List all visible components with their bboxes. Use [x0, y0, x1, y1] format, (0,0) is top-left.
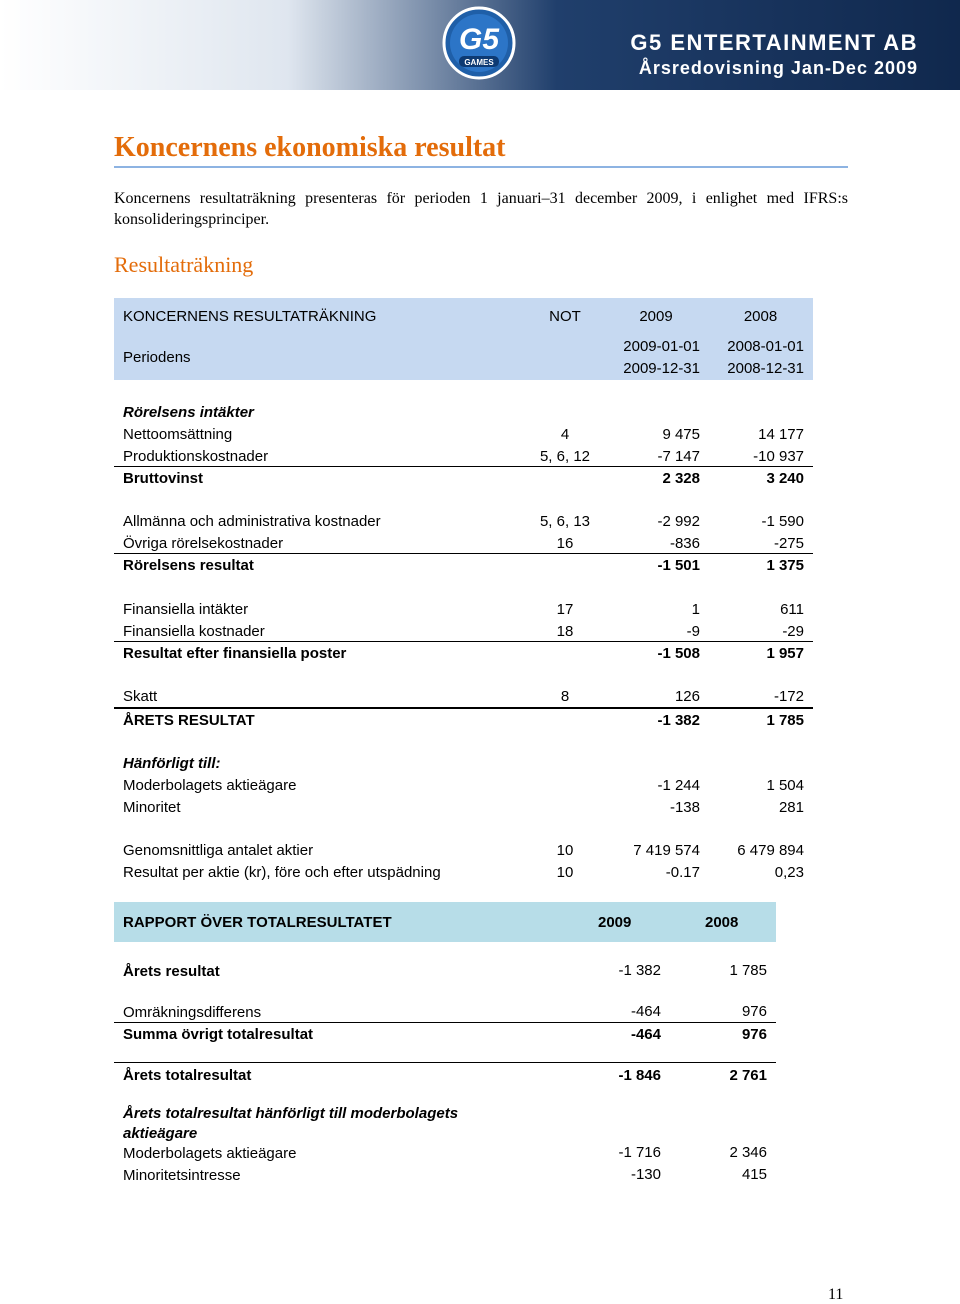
row-value-2009: -1 501	[657, 557, 700, 574]
row-value-2009: -1 382	[657, 712, 700, 729]
row-note: 4	[560, 426, 570, 443]
row-label: Rörelsens resultat	[123, 557, 254, 574]
row-label: Minoritetsintresse	[123, 1167, 241, 1184]
row-label: ÅRETS RESULTAT	[123, 712, 255, 729]
row-label: Nettoomsättning	[123, 426, 233, 443]
row-label: Finansiella intäkter	[123, 601, 249, 618]
divider-thick	[114, 707, 813, 709]
row-value-2008: 3 240	[766, 470, 804, 487]
row-note: 18	[556, 623, 574, 640]
company-name: G5 ENTERTAINMENT AB	[630, 30, 918, 55]
row-note: 16	[556, 535, 574, 552]
row-label: Resultat per aktie (kr), före och efter utspädning	[123, 864, 441, 881]
row-label: Summa övrigt totalresultat	[123, 1026, 314, 1043]
row-value-2009: 2 328	[662, 470, 700, 487]
row-value-2008: 415	[741, 1166, 767, 1183]
row-label: Allmänna och administrativa kostnader	[123, 513, 381, 530]
row-label: Genomsnittliga antalet aktier	[123, 842, 314, 859]
row-value-2008: 976	[741, 1003, 767, 1020]
row-value-2009: -138	[669, 799, 700, 816]
row-label: Omräkningsdifferens	[123, 1004, 262, 1021]
row-value-2008: 6 479 894	[737, 842, 804, 859]
divider	[114, 1022, 776, 1023]
header-2009: 2009	[598, 914, 632, 931]
section-title: Resultaträkning	[114, 252, 254, 277]
row-value-2008: 2 761	[729, 1067, 767, 1084]
row-value-2008: 1 785	[766, 712, 804, 729]
row-value-2008: 1 785	[729, 962, 767, 979]
row-label: Moderbolagets aktieägare	[123, 1145, 297, 1162]
row-value-2009: -1 508	[657, 645, 700, 662]
row-label: Minoritet	[123, 799, 181, 816]
header-2008: 2008	[743, 308, 778, 325]
row-value-2009: -1 382	[618, 962, 661, 979]
row-value-2009: -464	[630, 1026, 661, 1043]
row-value-2008: 14 177	[758, 426, 804, 443]
row-value-2008: 976	[741, 1026, 767, 1043]
row-value-2008: -172	[773, 688, 804, 705]
row-note: 5, 6, 12	[539, 448, 591, 465]
row-value-2008: 1 957	[766, 645, 804, 662]
row-label: Produktionskostnader	[123, 448, 269, 465]
row-label: Bruttovinst	[123, 470, 203, 487]
divider	[114, 553, 813, 554]
row-label: Skatt	[123, 688, 158, 705]
title-underline	[114, 166, 848, 168]
row-value-2009: -1 716	[618, 1144, 661, 1161]
divider	[114, 466, 813, 467]
header-2008: 2008	[705, 914, 739, 931]
row-value-2008: -10 937	[753, 448, 804, 465]
row-value-2008: 0,23	[774, 864, 804, 881]
header-note: NOT	[549, 308, 581, 325]
total-result-title: RAPPORT ÖVER TOTALRESULTATET	[123, 914, 392, 931]
row-value-2008: 2 346	[729, 1144, 767, 1161]
row-value-2008: -29	[782, 623, 804, 640]
period-2009-to: 2009-12-31	[623, 360, 700, 377]
row-value-2009: -130	[630, 1166, 661, 1183]
page-number: 11	[828, 1286, 844, 1303]
row-value-2009: -9	[686, 623, 700, 640]
divider	[114, 641, 813, 642]
row-label: Övriga rörelsekostnader	[123, 535, 284, 552]
period-2008-to: 2008-12-31	[727, 360, 804, 377]
row-value-2009: -7 147	[657, 448, 700, 465]
row-value-2008: 1 375	[766, 557, 804, 574]
row-value-2009: -2 992	[657, 513, 700, 530]
row-note: 8	[560, 688, 570, 705]
header-2009: 2009	[639, 308, 673, 325]
row-label: Rörelsens intäkter	[123, 404, 254, 421]
row-note: 17	[556, 601, 574, 618]
row-value-2008: 611	[780, 601, 804, 618]
row-value-2009: 126	[674, 688, 700, 705]
attribution-heading: Årets totalresultat hänförligt till moderbolagets aktieägare	[123, 1105, 459, 1142]
row-value-2009: 9 475	[662, 426, 700, 443]
period-2008-from: 2008-01-01	[727, 338, 804, 355]
row-label: Hänförligt till:	[123, 755, 221, 772]
row-note: 10	[556, 842, 574, 859]
row-value-2009: 7 419 574	[633, 842, 700, 859]
period-label: Periodens	[123, 349, 191, 366]
row-value-2008: 281	[778, 799, 804, 816]
row-value-2009: -0.17	[665, 864, 700, 881]
page-title: Koncernens ekonomiska resultat	[114, 132, 506, 163]
header-banner	[0, 0, 960, 90]
row-note: 5, 6, 13	[539, 513, 591, 530]
table-header-label: KONCERNENS RESULTATRÄKNING	[123, 308, 377, 325]
row-label: Årets resultat	[123, 963, 220, 980]
period-2009-from: 2009-01-01	[623, 338, 700, 355]
row-value-2008: 1 504	[766, 777, 804, 794]
report-subtitle: Årsredovisning Jan-Dec 2009	[638, 58, 918, 78]
row-value-2008: -275	[773, 535, 804, 552]
row-label: Finansiella kostnader	[123, 623, 265, 640]
row-label: Resultat efter finansiella poster	[123, 645, 347, 662]
row-value-2009: 1	[691, 601, 700, 618]
divider	[114, 1062, 776, 1063]
intro-paragraph: Koncernens resultaträkning presenteras för perioden 1 januari–31 december 2009, i enlighet med IFRS:s konsolideringsprinciper.	[114, 190, 848, 228]
row-value-2008: -1 590	[761, 513, 804, 530]
row-value-2009: -1 846	[618, 1067, 661, 1084]
logo-sub: GAMES	[464, 58, 494, 67]
row-value-2009: -836	[669, 535, 700, 552]
row-value-2009: -1 244	[657, 777, 700, 794]
g5-games-logo	[442, 6, 516, 80]
logo-text: G5	[458, 23, 500, 56]
row-value-2009: -464	[630, 1003, 661, 1020]
row-label: Årets totalresultat	[123, 1067, 252, 1084]
row-note: 10	[556, 864, 574, 881]
row-label: Moderbolagets aktieägare	[123, 777, 297, 794]
